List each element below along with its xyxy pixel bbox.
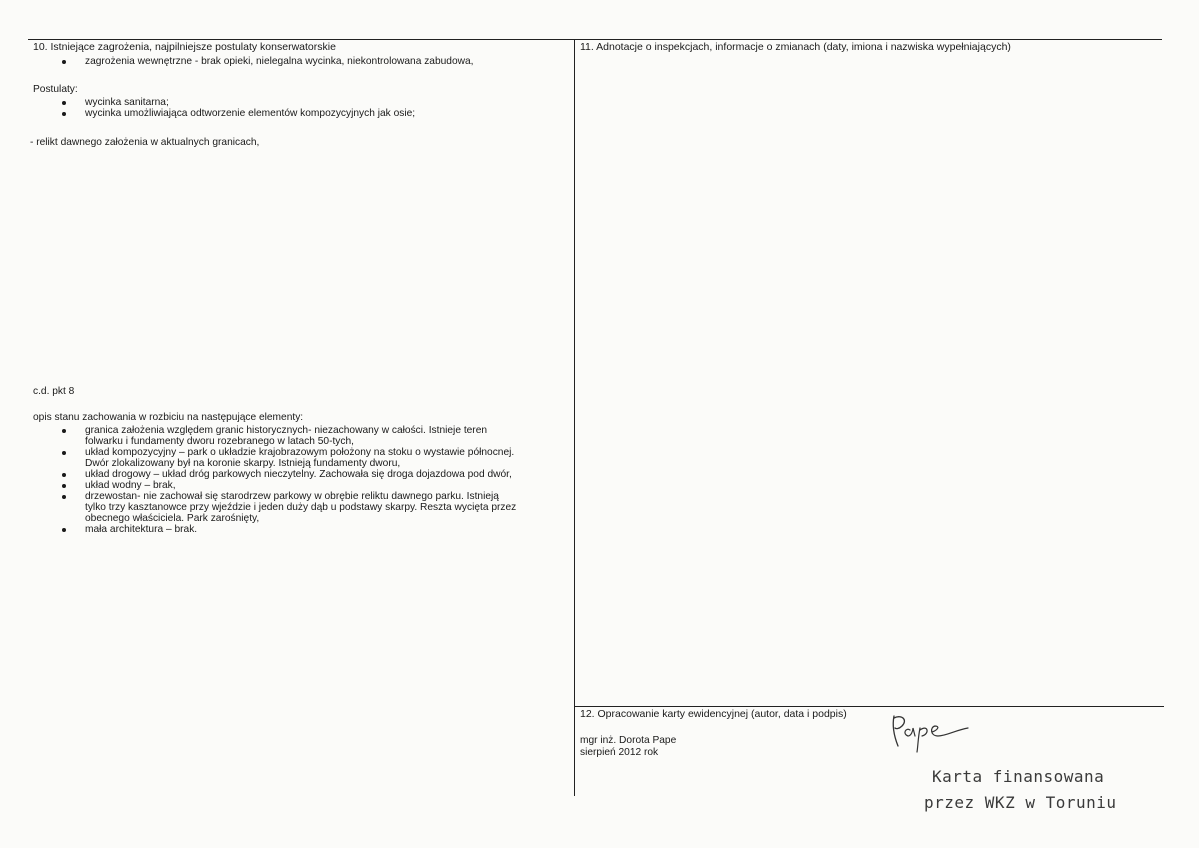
funding-stamp-line-2: przez WKZ w Toruniu <box>924 793 1117 812</box>
bullet-icon <box>62 451 66 455</box>
postulates-label: Postulaty: <box>33 84 78 95</box>
list-item: zagrożenia wewnętrzne - brak opieki, nielegalna wycinka, niekontrolowana zabudowa, <box>33 56 473 67</box>
bullet-icon <box>62 484 66 488</box>
bullet-icon <box>62 101 66 105</box>
list-item: drzewostan- nie zachował się starodrzew parkowy w obrębie reliktu dawnego parku. Istnieją tylko trzy kasztanowce przy wjeździe i jeden duży dąb u podstawy skarpy. Reszta wycięta przez obecnego właściciela. Park zarośnięty, <box>33 491 516 524</box>
bullet-icon <box>62 112 66 116</box>
list-item: granica założenia względem granic historycznych- niezachowany w całości. Istnieje teren folwarku i fundamenty dworu rozebranego w latach 50-tych, <box>33 425 516 447</box>
top-border <box>28 39 1162 40</box>
signature-image <box>880 712 980 762</box>
funding-stamp-line-1: Karta finansowana <box>932 767 1105 786</box>
continuation-label: c.d. pkt 8 <box>33 386 75 397</box>
relic-note: - relikt dawnego założenia w aktualnych granicach, <box>30 137 260 148</box>
bullet-icon <box>62 60 66 64</box>
threats-list <box>33 56 473 67</box>
author-name: mgr inż. Dorota Pape <box>580 735 677 746</box>
list-item: układ drogowy – układ dróg parkowych nieczytelny. Zachowała się droga dojazdowa pod dwór, <box>33 469 516 480</box>
list-item: układ wodny – brak, <box>33 480 516 491</box>
bullet-icon <box>62 528 66 532</box>
list-item: mała architektura – brak. <box>33 524 516 535</box>
bullet-icon <box>62 429 66 433</box>
list-item: układ kompozycyjny – park o układzie krajobrazowym położony na stoku o wystawie północnej. Dwór zlokalizowany był na koronie skarpy. Istnieją fundamenty dworu, <box>33 447 516 469</box>
section-12-border <box>574 706 1164 707</box>
list-item: wycinka sanitarna; <box>33 97 415 108</box>
list-item: wycinka umożliwiająca odtworzenie elementów kompozycyjnych jak osie; <box>33 108 415 119</box>
elements-list <box>33 425 516 535</box>
bullet-icon <box>62 495 66 499</box>
postulates-list <box>33 97 415 119</box>
section-12-title: 12. Opracowanie karty ewidencyjnej (autor, data i podpis) <box>580 708 847 720</box>
section-10-title: 10. Istniejące zagrożenia, najpilniejsze postulaty konserwatorskie <box>33 41 336 53</box>
bullet-icon <box>62 473 66 477</box>
author-date: sierpień 2012 rok <box>580 747 659 758</box>
condition-intro: opis stanu zachowania w rozbiciu na następujące elementy: <box>33 412 304 423</box>
section-11-title: 11. Adnotacje o inspekcjach, informacje o zmianach (daty, imiona i nazwiska wypełniających) <box>580 41 1011 53</box>
column-divider <box>574 39 575 796</box>
